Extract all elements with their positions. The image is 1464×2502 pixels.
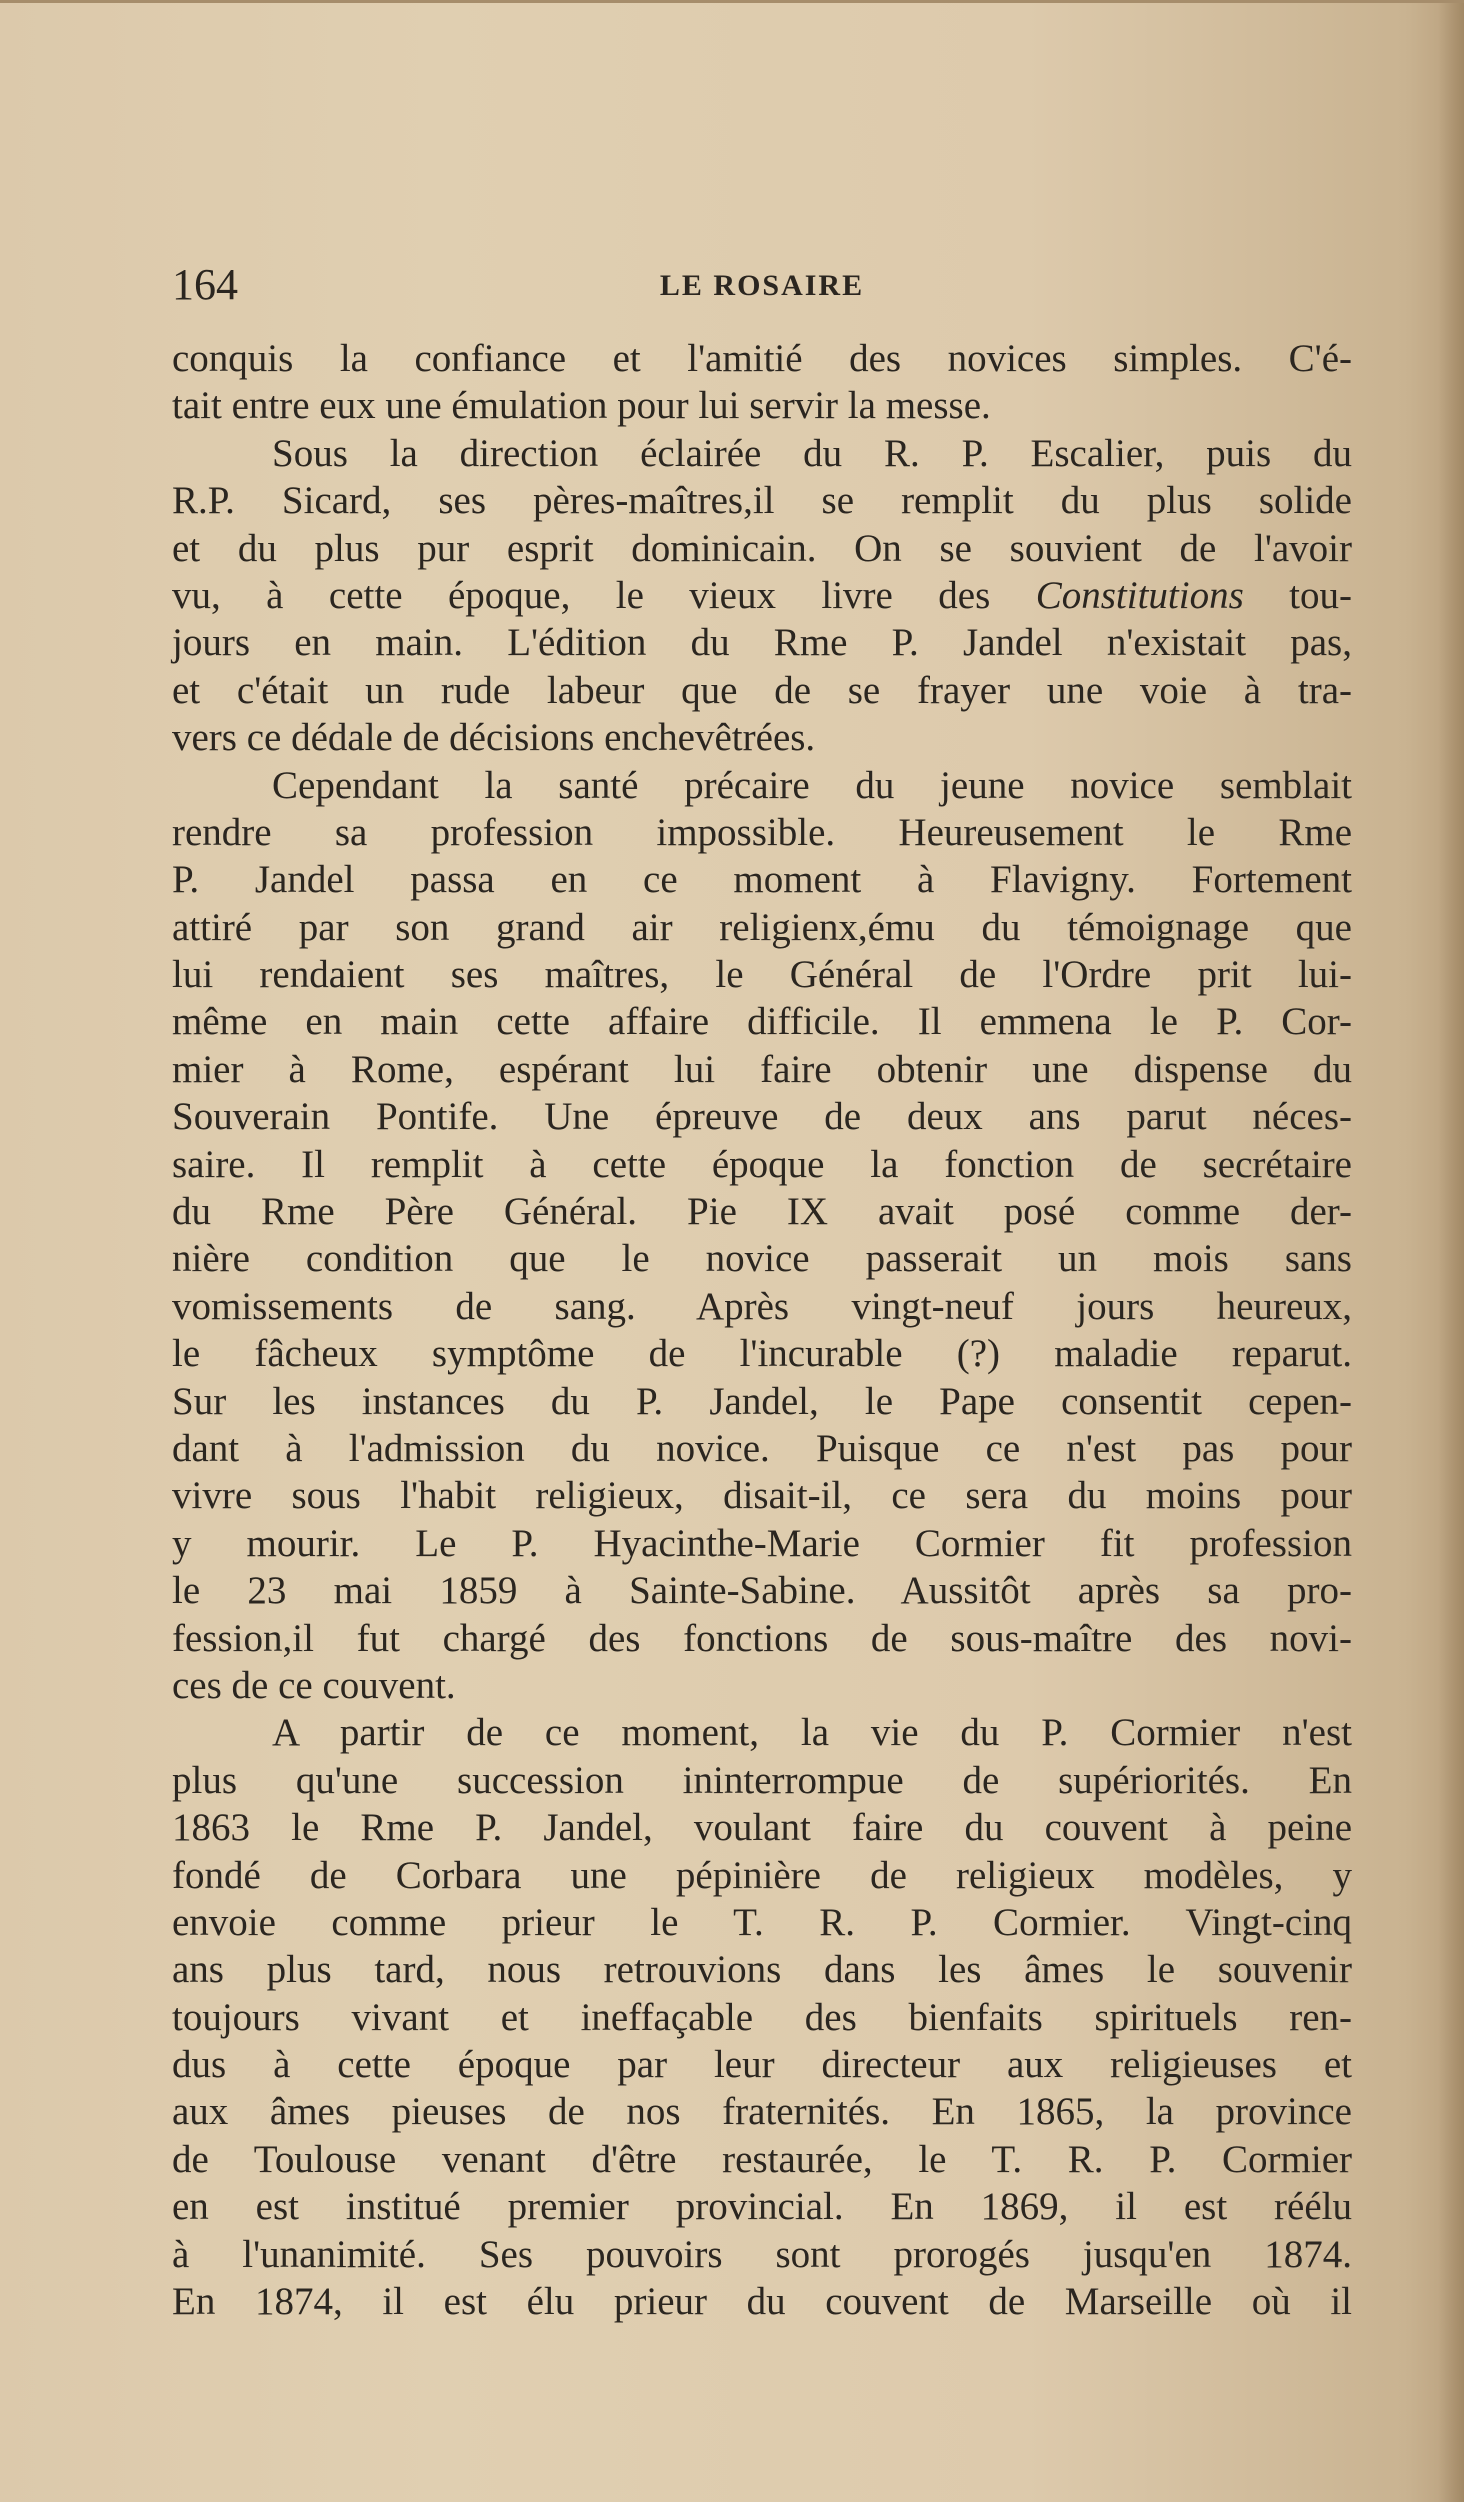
running-title: LE ROSAIRE bbox=[659, 269, 865, 302]
text-line: y mourir. Le P. Hyacinthe-Marie Cormier fit profession bbox=[172, 1521, 1352, 1565]
body-text bbox=[172, 335, 1352, 2325]
text-line: dant à l'admission du novice. Puisque ce n'est pas pour bbox=[172, 1426, 1352, 1470]
text-line: fession,il fut chargé des fonctions de sous-maître des novi- bbox=[172, 1616, 1352, 1660]
text-line: jours en main. L'édition du Rme P. Jandel n'existait pas, bbox=[172, 621, 1352, 665]
text-line: vomissements de sang. Après vingt-neuf jours heureux, bbox=[172, 1284, 1352, 1328]
text-line: le fâcheux symptôme de l'incurable (?) maladie reparut. bbox=[172, 1332, 1352, 1376]
text-line: 1863 le Rme P. Jandel, voulant faire du couvent à peine bbox=[172, 1806, 1352, 1850]
page-edge-shadow bbox=[1438, 0, 1464, 2502]
italic-title-word: Constitutions bbox=[1035, 573, 1244, 617]
text-line: dus à cette époque par leur directeur aux religieuses et bbox=[172, 2043, 1352, 2087]
text-line: envoie comme prieur le T. R. P. Cormier. Vingt-cinq bbox=[172, 1900, 1352, 1944]
text-line: attiré par son grand air religienx,ému du témoignage que bbox=[172, 905, 1352, 949]
text-line: Sous la direction éclairée du R. P. Escalier, puis du bbox=[272, 431, 1352, 475]
text-line: conquis la confiance et l'amitié des novices simples. C'é- bbox=[172, 337, 1352, 380]
text-line: ans plus tard, nous retrouvions dans les âmes le souvenir bbox=[172, 1948, 1352, 1992]
text-line: rendre sa profession impossible. Heureusement le Rme bbox=[172, 810, 1352, 854]
text-line: toujours vivant et ineffaçable des bienfaits spirituels ren- bbox=[172, 1995, 1352, 2039]
text-line: Souverain Pontife. Une épreuve de deux ans parut néces- bbox=[172, 1095, 1352, 1139]
text-line: du Rme Père Général. Pie IX avait posé comme der- bbox=[172, 1190, 1352, 1234]
text-line: vers ce dédale de décisions enchevêtrées. bbox=[172, 716, 816, 760]
text-line: tait entre eux une émulation pour lui servir la messe. bbox=[172, 384, 991, 428]
text-line: plus qu'une succession ininterrompue de supériorités. En bbox=[172, 1758, 1352, 1802]
page-number: 164 bbox=[172, 260, 238, 309]
text-line: en est institué premier provincial. En 1869, il est réélu bbox=[172, 2185, 1352, 2229]
text-line: ces de ce couvent. bbox=[172, 1663, 456, 1707]
text-line: et c'était un rude labeur que de se frayer une voie à tra- bbox=[172, 668, 1352, 712]
text-line: vivre sous l'habit religieux, disait-il, ce sera du moins pour bbox=[172, 1474, 1352, 1518]
text-line: Sur les instances du P. Jandel, le Pape consentit cepen- bbox=[172, 1379, 1352, 1423]
text-line: le 23 mai 1859 à Sainte-Sabine. Aussitôt après sa pro- bbox=[172, 1569, 1352, 1613]
text-line: saire. Il remplit à cette époque la fonction de secrétaire bbox=[172, 1142, 1352, 1186]
text-line: de Toulouse venant d'être restaurée, le T. R. P. Cormier bbox=[172, 2137, 1352, 2181]
text-line: En 1874, il est élu prieur du couvent de Marseille où il bbox=[172, 2280, 1352, 2324]
text-line-italic: vu, à cette époque, le vieux livre des Constitutions tou- bbox=[172, 573, 1352, 617]
text-line: aux âmes pieuses de nos fraternités. En 1865, la province bbox=[172, 2090, 1352, 2134]
text-line: fondé de Corbara une pépinière de religieux modèles, y bbox=[172, 1853, 1352, 1897]
text-line: Cependant la santé précaire du jeune novice semblait bbox=[272, 763, 1352, 807]
text-line: à l'unanimité. Ses pouvoirs sont prorogés jusqu'en 1874. bbox=[172, 2232, 1352, 2276]
text-line: A partir de ce moment, la vie du P. Cormier n'est bbox=[272, 1711, 1352, 1755]
page-header bbox=[172, 255, 1352, 315]
text-line: mier à Rome, espérant lui faire obtenir une dispense du bbox=[172, 1047, 1352, 1091]
text-line: R.P. Sicard, ses pères-maîtres,il se remplit du plus solide bbox=[172, 479, 1352, 523]
text-line: même en main cette affaire difficile. Il emmena le P. Cor- bbox=[172, 1000, 1352, 1044]
text-line: nière condition que le novice passerait un mois sans bbox=[172, 1237, 1352, 1281]
text-line: et du plus pur esprit dominicain. On se souvient de l'avoir bbox=[172, 526, 1352, 570]
text-line: P. Jandel passa en ce moment à Flavigny. Fortement bbox=[172, 858, 1352, 902]
page-top-border bbox=[0, 0, 1464, 3]
text-line: lui rendaient ses maîtres, le Général de l'Ordre prit lui- bbox=[172, 953, 1352, 997]
